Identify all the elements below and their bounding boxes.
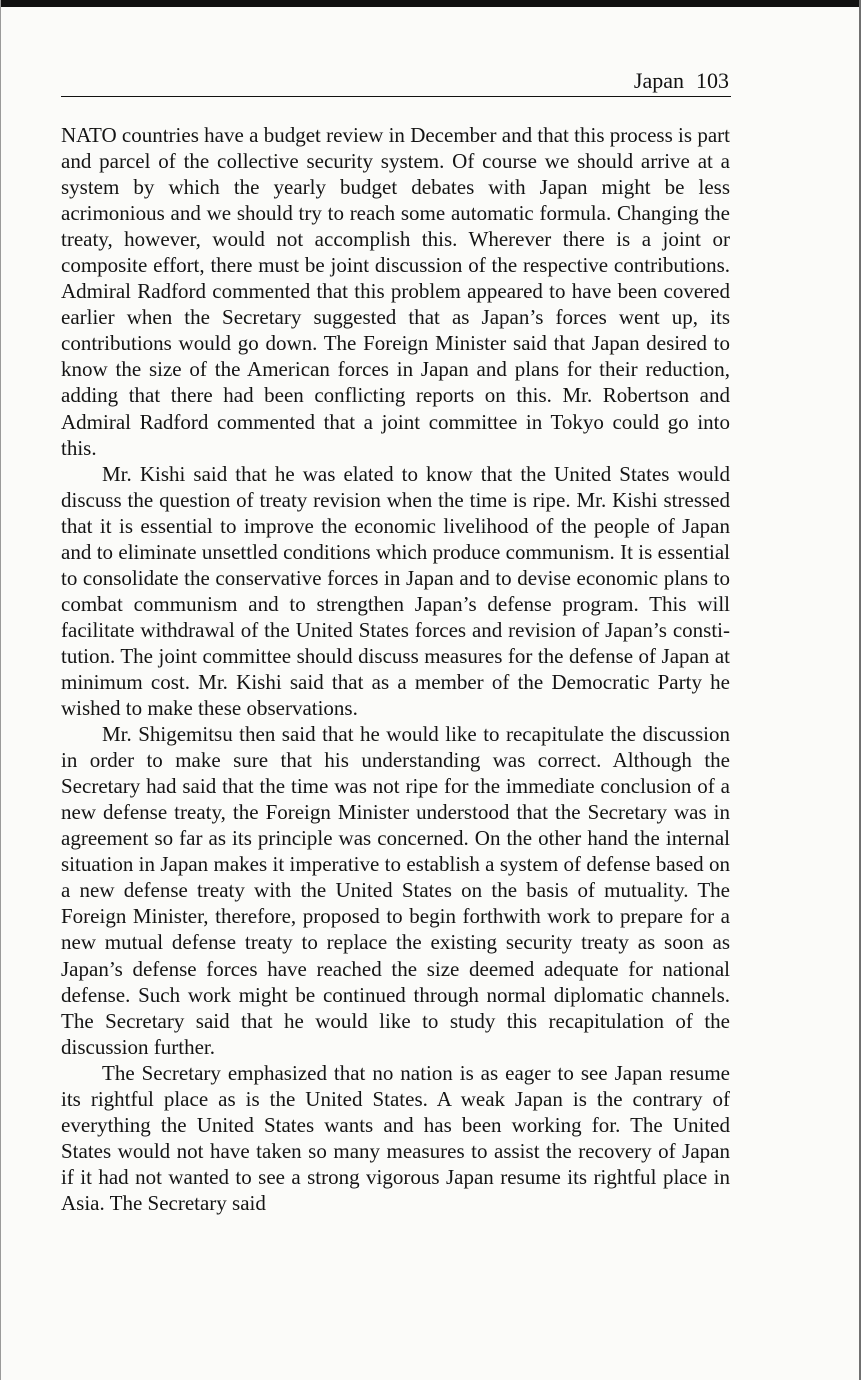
paragraph-3: Mr. Shigemitsu then said that he would like to recapitulate the discussion in order to make sure that his understanding was correct. Although the Secretary had said that the time was not ripe for the immediate conclusion of a new defense treaty, the Foreign Minister understood that the Secretary was in agreement so far as its principle was concerned. On the other hand the internal situation in Japan makes it imperative to establish a system of defense based on a new defense treaty with the United States on the basis of mutuality. The Foreign Minister, therefore, proposed to begin forthwith work to prepare for a new mutual defense treaty to replace the existing security treaty as soon as Japan’s defense forces have reached the size deemed adequate for national defense. Such work might be continued through normal diplomatic channels. The Secretary said that he would like to study this recapitulation of the discussion further. <box>61 722 730 1059</box>
page-number: 103 <box>696 68 729 93</box>
scan-top-edge <box>1 0 861 7</box>
paragraph-1: NATO countries have a budget review in December and that this process is part and parcel of the collective security system. Of course we should arrive at a system by which the yearly budget debates with Japan might be less acrimonious and we should try to reach some automatic formula. Changing the treaty, however, would not accomplish this. Wherever there is a joint or composite effort, there must be joint discussion of the respective contributions. Admiral Radford commented that this problem appeared to have been covered earlier when the Secretary suggested that as Japan’s forces went up, its contributions would go down. The Foreign Minister said that Japan desired to know the size of the American forces in Japan and plans for their reduction, adding that there had been conflicting reports on this. Mr. Robertson and Admiral Radford commented that a joint committee in Tokyo could go into this. <box>61 123 730 460</box>
section-title: Japan <box>633 68 684 93</box>
paragraph-4: The Secretary emphasized that no nation is as eager to see Japan resume its rightful place as is the United States. A weak Japan is the contrary of everything the United States wants and has been working for. The United States would not have taken so many measures to assist the recovery of Japan if it had not wanted to see a strong vigorous Japan resume its rightful place in Asia. The Secretary said <box>61 1060 730 1215</box>
paragraph-2: Mr. Kishi said that he was elated to know that the United States would discuss the question of treaty revision when the time is ripe. Mr. Kishi stressed that it is essential to improve the economic livelihood of the people of Japan and to eliminate unsettled conditions which produce communism. It is essential to consolidate the conservative forces in Japan and to devise economic plans to combat communism and to strengthen Japan’s defense program. This will facilitate withdrawal of the United States forces and revision of Japan’s constitution. The joint committee should discuss measures for the defense of Japan at minimum cost. Mr. Kishi said that as a member of the Democratic Party he wished to make these observations. <box>61 461 730 721</box>
running-head-text <box>634 68 729 94</box>
body-text <box>61 122 730 1216</box>
running-head <box>61 68 731 97</box>
